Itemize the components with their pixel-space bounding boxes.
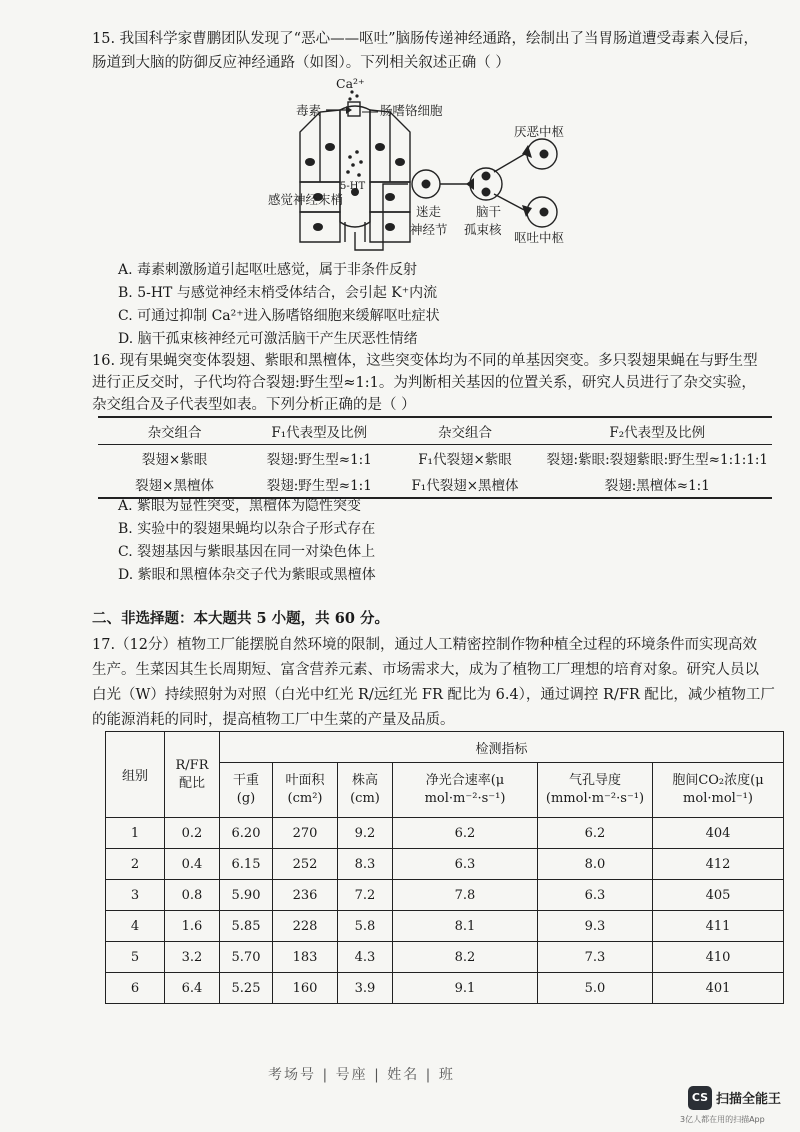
table-cell: 6.2: [393, 818, 538, 849]
scanner-app-name: 扫描全能王: [716, 1092, 782, 1107]
q16-header-f1: F₁代表型及比例: [251, 417, 387, 445]
q17-line-3: 白光（W）持续照射为对照（白光中红光 R/远红光 FR 配比为 6.4），通过调控 R/FR 配比，减少植物工厂: [92, 687, 775, 703]
table-cell: 9.2: [338, 818, 393, 849]
header-line: 净光合速率(μ: [425, 773, 505, 788]
q17-line-1: 17.（12分）植物工厂能摆脱自然环境的限制，通过人工精密控制作物种植全过程的环境条件而实现高效: [92, 637, 758, 653]
toxin-label: 毒素: [296, 103, 322, 118]
q17-header-dry-weight: [220, 763, 273, 818]
table-cell: 4: [106, 911, 165, 942]
table-cell: 5: [106, 942, 165, 973]
table-cell: 8.1: [393, 911, 538, 942]
table-row: [106, 911, 784, 942]
table-row: [106, 942, 784, 973]
brainstem-label-line-1: 脑干: [476, 204, 502, 219]
ca-ion-label: Ca²⁺: [336, 76, 365, 91]
table-cell: 裂翅:野生型≈1:1: [251, 471, 387, 498]
q16-option-a: A. 紫眼为显性突变，黑檀体为隐性突变: [118, 498, 362, 514]
header-line: 气孔导度: [568, 773, 621, 788]
brainstem-label-line-2: 孤束核: [464, 222, 502, 237]
table-cell: 404: [653, 818, 784, 849]
table-cell: 8.0: [538, 849, 653, 880]
q16-header-cross-1: 杂交组合: [98, 417, 251, 445]
table-cell: 裂翅×黑檀体: [98, 471, 251, 498]
cut-off-footer-text: 考场号 | 号座 | 姓名 | 班: [268, 1067, 455, 1083]
header-line: (cm²): [287, 791, 323, 806]
table-cell: 0.4: [165, 849, 220, 880]
table-cell: 405: [653, 880, 784, 911]
q16-header-f2: F₂代表型及比例: [543, 417, 772, 445]
table-cell: 裂翅:紫眼:裂翅紫眼:野生型≈1:1:1:1: [546, 452, 768, 468]
header-line: 胞间CO₂浓度(μ: [672, 773, 764, 788]
table-row: [98, 471, 772, 498]
q17-line-4: 的能源消耗的同时，提高植物工厂中生菜的产量及品质。: [92, 712, 455, 728]
table-cell: 410: [653, 942, 784, 973]
table-cell: 3: [106, 880, 165, 911]
table-cell: 0.2: [165, 818, 220, 849]
q16-option-d: D. 紫眼和黑檀体杂交子代为紫眼或黑檀体: [118, 567, 376, 583]
table-cell: 5.90: [220, 880, 273, 911]
disgust-center-label: 厌恶中枢: [514, 124, 565, 139]
table-cell: 8.3: [338, 849, 393, 880]
header-line: 干重: [232, 773, 259, 788]
table-cell: 6: [106, 973, 165, 1004]
table-cell: 5.70: [220, 942, 273, 973]
table-cell: 6.4: [165, 973, 220, 1004]
q17-header-net-photosynthesis: [393, 763, 538, 818]
q16-option-b: B. 实验中的裂翅果蝇均以杂合子形式存在: [118, 521, 376, 537]
q17-header-group: 组别: [106, 732, 165, 818]
header-line: (cm): [350, 791, 380, 806]
table-cell: 1.6: [165, 911, 220, 942]
table-cell: 5.8: [338, 911, 393, 942]
table-cell: 6.15: [220, 849, 273, 880]
camscanner-logo-icon: CS: [688, 1086, 712, 1110]
neural-pathway-diagram: [260, 72, 580, 252]
table-cell: F₁代裂翅×黑檀体: [387, 471, 542, 498]
table-cell: 5.85: [220, 911, 273, 942]
header-line: mol·m⁻²·s⁻¹): [424, 791, 506, 806]
table-cell: 401: [653, 973, 784, 1004]
table-cell: 160: [273, 973, 338, 1004]
q15-option-d: D. 脑干孤束核神经元可激活脑干产生厌恶性情绪: [118, 331, 418, 347]
table-cell: 0.8: [165, 880, 220, 911]
table-cell: 7.3: [538, 942, 653, 973]
sensory-nerve-ending-label: 感觉神经末梢: [268, 192, 344, 207]
table-cell: 8.2: [393, 942, 538, 973]
header-line: (mmol·m⁻²·s⁻¹): [545, 791, 645, 806]
q15-line-1: 15. 我国科学家曹鹏团队发现了“恶心——呕吐”脑肠传递神经通路，绘制出了当胃肠道遭受毒素入侵后，: [92, 31, 758, 47]
table-cell: 236: [273, 880, 338, 911]
enterochromaffin-cell-label: 肠嗜铬细胞: [380, 103, 443, 118]
table-cell: 3.2: [165, 942, 220, 973]
table-cell: 裂翅:黑檀体≈1:1: [543, 471, 772, 498]
serotonin-label: 5-HT: [340, 181, 366, 192]
table-cell: 6.2: [538, 818, 653, 849]
q17-data-table: [105, 731, 784, 1004]
table-cell: 7.8: [393, 880, 538, 911]
table-cell: 9.3: [538, 911, 653, 942]
q16-header-cross-2: 杂交组合: [387, 417, 542, 445]
table-cell: 6.3: [393, 849, 538, 880]
table-cell: 3.9: [338, 973, 393, 1004]
q17-header-stomatal-conductance: [538, 763, 653, 818]
q17-header-indicators: 检测指标: [220, 732, 784, 763]
table-cell: F₁代裂翅×紫眼: [418, 452, 512, 468]
header-line: (g): [236, 791, 256, 806]
q17-header-co2: [653, 763, 784, 818]
header-line: 叶面积: [285, 773, 325, 788]
q16-cross-table: [98, 416, 772, 499]
table-cell: 裂翅:野生型≈1:1: [266, 452, 372, 468]
table-cell: 4.3: [338, 942, 393, 973]
table-cell: 228: [273, 911, 338, 942]
q17-line-2: 生产。生菜因其生长周期短、富含营养元素、市场需求大，成为了植物工厂理想的培育对象。研究人员以: [92, 662, 759, 678]
vomit-center-label: 呕吐中枢: [514, 230, 565, 245]
scanner-app-tagline: 3亿人都在用的扫描App: [680, 1115, 765, 1124]
q16-option-c: C. 裂翅基因与紫眼基因在同一对染色体上: [118, 544, 376, 560]
vagus-label-line-1: 迷走: [416, 204, 442, 219]
table-cell: 裂翅×紫眼: [141, 452, 208, 468]
q17-header-ratio-line-1: R/FR: [175, 757, 209, 773]
q16-line-3: 杂交组合及子代表型如表。下列分析正确的是（ ）: [92, 397, 416, 413]
table-row: [98, 445, 772, 472]
table-cell: 6.20: [220, 818, 273, 849]
table-row: [106, 849, 784, 880]
table-row: [106, 880, 784, 911]
table-cell: 9.1: [393, 973, 538, 1004]
q15-line-2: 肠道到大脑的防御反应神经通路（如图）。下列相关叙述正确（ ）: [92, 55, 510, 71]
table-cell: 2: [106, 849, 165, 880]
table-cell: 7.2: [338, 880, 393, 911]
q16-line-2: 进行正反交时，子代均符合裂翅:野生型≈1:1。为判断相关基因的位置关系，研究人员进行了杂交实验，: [92, 375, 756, 391]
table-cell: 270: [273, 818, 338, 849]
q17-header-ratio-line-2: 配比: [178, 775, 205, 791]
section-2-title: 二、非选择题：本大题共 5 小题，共 60 分。: [92, 610, 389, 627]
table-cell: 6.3: [538, 880, 653, 911]
table-row: [106, 818, 784, 849]
table-cell: 252: [273, 849, 338, 880]
table-cell: 1: [106, 818, 165, 849]
q17-header-ratio: [165, 732, 220, 818]
table-row: [106, 973, 784, 1004]
header-line: 株高: [351, 773, 378, 788]
q15-option-a: A. 毒素刺激肠道引起呕吐感觉，属于非条件反射: [118, 262, 418, 278]
q15-option-b: B. 5-HT 与感觉神经末梢受体结合，会引起 K⁺内流: [118, 285, 438, 301]
q15-option-c: C. 可通过抑制 Ca²⁺进入肠嗜铬细胞来缓解呕吐症状: [118, 308, 440, 324]
q16-line-1: 16. 现有果蝇突变体裂翅、紫眼和黑檀体，这些突变体均为不同的单基因突变。多只裂翅果蝇在与野生型: [92, 353, 758, 369]
table-cell: 5.25: [220, 973, 273, 1004]
header-line: mol·mol⁻¹): [683, 791, 753, 806]
q17-header-leaf-area: [273, 763, 338, 818]
vagus-label-line-2: 神经节: [410, 222, 448, 237]
q17-header-plant-height: [338, 763, 393, 818]
table-cell: 412: [653, 849, 784, 880]
table-cell: 5.0: [538, 973, 653, 1004]
table-cell: 411: [653, 911, 784, 942]
table-cell: 183: [273, 942, 338, 973]
